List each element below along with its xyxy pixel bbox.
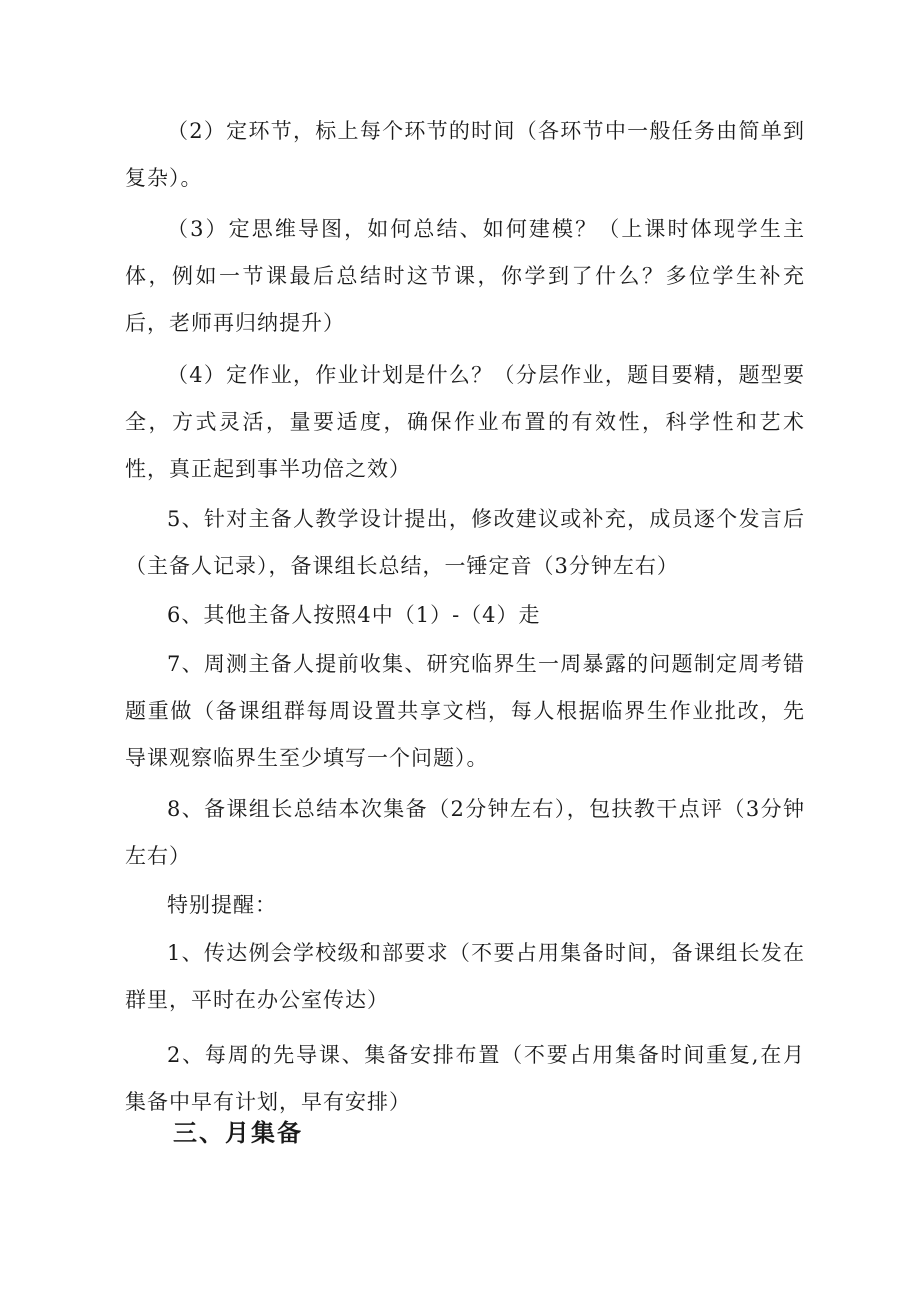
paragraph-reminder-1: 1、传达例会学校级和部要求（不要占用集备时间，备课组长发在群里，平时在办公室传达） — [125, 941, 805, 1012]
section-heading: 三、月集备 — [173, 1119, 303, 1147]
paragraph-reminder-2: 2、每周的先导课、集备安排布置（不要占用集备时间重复,在月集备中早有计划，早有安排） — [125, 1043, 805, 1114]
paragraph-step-4: （4）定作业，作业计划是什么？（分层作业，题目要精，题型要全，方式灵活，量要适度，确保作业布置的有效性，科学性和艺术性，真正起到事半功倍之效） — [125, 363, 805, 481]
paragraph-step-2: （2）定环节，标上每个环节的时间（各环节中一般任务由简单到复杂）。 — [125, 119, 805, 190]
paragraph-step-3: （3）定思维导图，如何总结、如何建模？（上课时体现学生主体，例如一节课最后总结时这节课，你学到了什么？多位学生补充后，老师再归纳提升） — [125, 217, 805, 335]
paragraph-special-reminder: 特别提醒： — [167, 893, 277, 917]
paragraph-item-5: 5、针对主备人教学设计提出，修改建议或补充，成员逐个发言后（主备人记录），备课组长总结，一锤定音（3分钟左右） — [125, 507, 805, 578]
paragraph-item-7: 7、周测主备人提前收集、研究临界生一周暴露的问题制定周考错题重做（备课组群每周设置共享文档，每人根据临界生作业批改，先导课观察临界生至少填写一个问题）。 — [125, 652, 805, 770]
paragraph-item-6: 6、其他主备人按照4中（1）-（4）走 — [167, 603, 541, 627]
paragraph-item-8: 8、备课组长总结本次集备（2分钟左右），包扶教干点评（3分钟左右） — [125, 797, 805, 868]
